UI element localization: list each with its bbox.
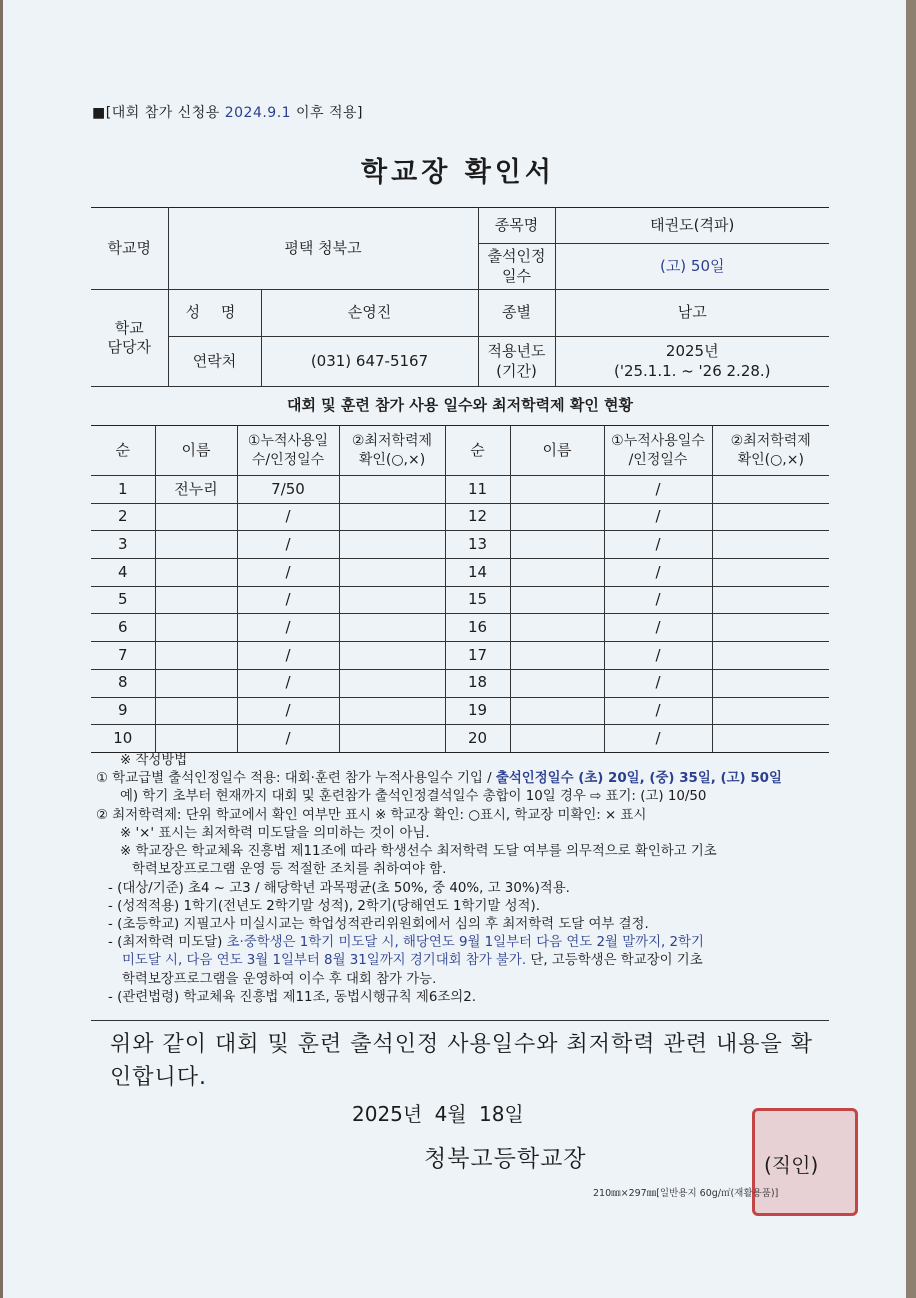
table-row — [91, 642, 829, 670]
row-check-right — [712, 642, 829, 670]
document-title: 학교장 확인서 — [361, 157, 555, 188]
row-check-left — [339, 614, 445, 642]
detail-5: - (관련법령) 학교체육 진흥법 제11조, 동법시행규칙 제6조의2. — [108, 989, 476, 1005]
row-no-left: 1 — [91, 476, 155, 504]
row-days-left: / — [237, 614, 339, 642]
row-no-left: 5 — [91, 586, 155, 614]
header-no-left: 순 — [91, 426, 155, 476]
row-days-right: / — [604, 503, 712, 531]
category-value: 남고 — [555, 290, 829, 337]
detail-2: - (성적적용) 1학기(전년도 2학기말 성적), 2학기(당해연도 1학기말 성적). — [108, 898, 540, 914]
detail-4: - (최저학력 미도달) 초·중학생은 1학기 미도달 시, 해당연도 9월 1일부터 다음 연도 2월 말까지, 2학기 — [108, 935, 704, 951]
year-value-cell — [555, 337, 829, 387]
section-title: 대회 및 훈련 참가 사용 일수와 최저학력제 확인 현황 — [286, 396, 634, 414]
note-1-example: 예) 학기 초부터 현재까지 대회 및 훈련참가 출석인정결석일수 총합이 10일 경우 ⇨ 표기: (고) 10/50 — [120, 789, 707, 805]
row-days-right: / — [604, 559, 712, 587]
row-no-right: 19 — [445, 697, 510, 725]
row-name-right — [510, 476, 604, 504]
row-days-left: 7/50 — [237, 476, 339, 504]
row-name-left — [155, 503, 237, 531]
row-check-left — [339, 503, 445, 531]
note-1-highlight: 출석인정일수 (초) 20일, (중) 35일, (고) 50일 — [495, 771, 782, 787]
detail-1: - (대상/기준) 초4 ~ 고3 / 해당학년 과목평균(초 50%, 중 40%, 고 30%)적용. — [108, 880, 570, 896]
row-name-left — [155, 559, 237, 587]
contact-value: (031) 647-5167 — [261, 337, 478, 387]
row-days-left: / — [237, 559, 339, 587]
contact-label: 연락처 — [168, 337, 261, 387]
row-check-right — [712, 559, 829, 587]
background-surface — [906, 0, 916, 1298]
manager-label: 학교 담당자 — [91, 290, 168, 387]
application-tag-date: 2024.9.1 — [224, 105, 292, 121]
row-no-right: 11 — [445, 476, 510, 504]
table-row — [91, 559, 829, 587]
row-name-right — [510, 669, 604, 697]
detail-4-cont2: 학력보장프로그램을 운영하여 이수 후 대회 참가 가능. — [122, 971, 437, 987]
row-name-left — [155, 669, 237, 697]
row-name-right — [510, 531, 604, 559]
row-no-left: 7 — [91, 642, 155, 670]
row-days-left: / — [237, 503, 339, 531]
attend-value: (고) 50일 — [555, 244, 829, 290]
school-value: 평택 청북고 — [168, 208, 478, 290]
row-no-right: 12 — [445, 503, 510, 531]
header-days-left: ①누적사용일 수/인정일수 — [237, 426, 339, 476]
row-no-left: 3 — [91, 531, 155, 559]
row-check-left — [339, 725, 445, 753]
row-days-right: / — [604, 725, 712, 753]
row-no-right: 20 — [445, 725, 510, 753]
row-name-left — [155, 642, 237, 670]
paper-spec: 210㎜×297㎜[일반용지 60g/㎡(재활용품)] — [593, 1188, 779, 1199]
table-row — [91, 586, 829, 614]
row-check-left — [339, 697, 445, 725]
note-1: ① 학교급별 출석인정일수 적용: 대회·훈련 참가 누적사용일수 기입 / 출석인정일수 (초) 20일, (중) 35일, (고) 50일 — [96, 771, 782, 787]
note-2-b2: 학력보장프로그램 운영 등 적절한 조치를 취하여야 함. — [132, 862, 447, 878]
row-check-right — [712, 476, 829, 504]
row-name-left — [155, 531, 237, 559]
row-name-right — [510, 642, 604, 670]
table-row — [91, 614, 829, 642]
row-no-right: 14 — [445, 559, 510, 587]
header-check-left: ②최저학력제 확인(○,×) — [339, 426, 445, 476]
row-no-right: 13 — [445, 531, 510, 559]
row-name-left — [155, 614, 237, 642]
application-tag: ■[대회 참가 신청용 2024.9.1 이후 적용] — [92, 105, 364, 121]
detail-3: - (초등학교) 지필고사 미실시교는 학업성적관리위원회에서 심의 후 최저학력 도달 여부 결정. — [108, 916, 649, 932]
row-check-right — [712, 697, 829, 725]
row-name-right — [510, 559, 604, 587]
row-days-left: / — [237, 642, 339, 670]
row-name-right — [510, 503, 604, 531]
sport-label: 종목명 — [478, 208, 555, 244]
row-check-left — [339, 559, 445, 587]
table-row — [91, 531, 829, 559]
usage-table — [91, 425, 829, 753]
year-value: 2025년 — [665, 342, 719, 360]
row-days-left: / — [237, 531, 339, 559]
sport-value: 태권도(격파) — [555, 208, 829, 244]
row-days-right: / — [604, 476, 712, 504]
row-days-right: / — [604, 669, 712, 697]
attend-label: 출석인정 일수 — [478, 244, 555, 290]
row-days-left: / — [237, 725, 339, 753]
name-label: 성 명 — [168, 290, 261, 337]
row-no-left: 6 — [91, 614, 155, 642]
row-check-right — [712, 669, 829, 697]
row-days-right: / — [604, 531, 712, 559]
notes-heading: ※ 작성방법 — [120, 753, 188, 768]
row-name-left: 전누리 — [155, 476, 237, 504]
category-label: 종별 — [478, 290, 555, 337]
header-days-right: ①누적사용일수 /인정일수 — [604, 426, 712, 476]
row-no-right: 16 — [445, 614, 510, 642]
row-check-right — [712, 531, 829, 559]
confirm-text: 위와 같이 대회 및 훈련 출석인정 사용일수와 최저학력 관련 내용을 확인합니다. — [110, 1032, 813, 1090]
row-no-left: 4 — [91, 559, 155, 587]
table-row — [91, 697, 829, 725]
row-check-left — [339, 531, 445, 559]
header-name-left: 이름 — [155, 426, 237, 476]
note-2-a: ※ '×' 표시는 최저학력 미도달을 의미하는 것이 아님. — [120, 825, 430, 841]
header-name-right: 이름 — [510, 426, 604, 476]
row-name-right — [510, 614, 604, 642]
row-check-left — [339, 476, 445, 504]
row-check-right — [712, 586, 829, 614]
year-period: ('25.1.1. ~ '26 2.28.) — [613, 361, 771, 380]
signer: 청북고등학교장 — [424, 1146, 587, 1172]
row-check-right — [712, 614, 829, 642]
row-name-right — [510, 586, 604, 614]
row-days-left: / — [237, 697, 339, 725]
row-check-left — [339, 642, 445, 670]
row-check-left — [339, 586, 445, 614]
table-row — [91, 503, 829, 531]
row-check-left — [339, 669, 445, 697]
detail-4-cont: 미도달 시, 다음 연도 3월 1일부터 8월 31일까지 경기대회 참가 불가. 단, 고등학생은 학교장이 기초 — [122, 953, 703, 969]
row-days-left: / — [237, 586, 339, 614]
seal-label: (직인) — [764, 1153, 819, 1177]
info-table — [91, 207, 829, 387]
table-row — [91, 669, 829, 697]
note-2-b1: ※ 학교장은 학교체육 진흥법 제11조에 따라 학생선수 최저학력 도달 여부를 의무적으로 확인하고 기초 — [120, 844, 717, 860]
header-check-right: ②최저학력제 확인(○,×) — [712, 426, 829, 476]
row-name-right — [510, 725, 604, 753]
divider — [91, 1020, 829, 1021]
row-days-right: / — [604, 697, 712, 725]
table-row — [91, 725, 829, 753]
header-no-right: 순 — [445, 426, 510, 476]
school-label: 학교명 — [91, 208, 168, 290]
row-name-left — [155, 697, 237, 725]
row-no-left: 2 — [91, 503, 155, 531]
row-no-left: 9 — [91, 697, 155, 725]
row-check-right — [712, 503, 829, 531]
row-days-right: / — [604, 614, 712, 642]
issue-date: 2025년 4월 18일 — [352, 1102, 524, 1126]
table-row — [91, 476, 829, 504]
row-no-right: 18 — [445, 669, 510, 697]
row-days-right: / — [604, 642, 712, 670]
row-no-right: 17 — [445, 642, 510, 670]
name-value: 손영진 — [261, 290, 478, 337]
row-name-right — [510, 697, 604, 725]
row-name-left — [155, 586, 237, 614]
row-days-right: / — [604, 586, 712, 614]
row-name-left — [155, 725, 237, 753]
row-no-left: 10 — [91, 725, 155, 753]
year-label: 적용년도 (기간) — [478, 337, 555, 387]
notes — [96, 752, 836, 1007]
row-no-left: 8 — [91, 669, 155, 697]
note-2: ② 최저학력제: 단위 학교에서 확인 여부만 표시 ※ 학교장 확인: ○표시, 학교장 미확인: × 표시 — [96, 807, 647, 823]
row-days-left: / — [237, 669, 339, 697]
row-no-right: 15 — [445, 586, 510, 614]
row-check-right — [712, 725, 829, 753]
